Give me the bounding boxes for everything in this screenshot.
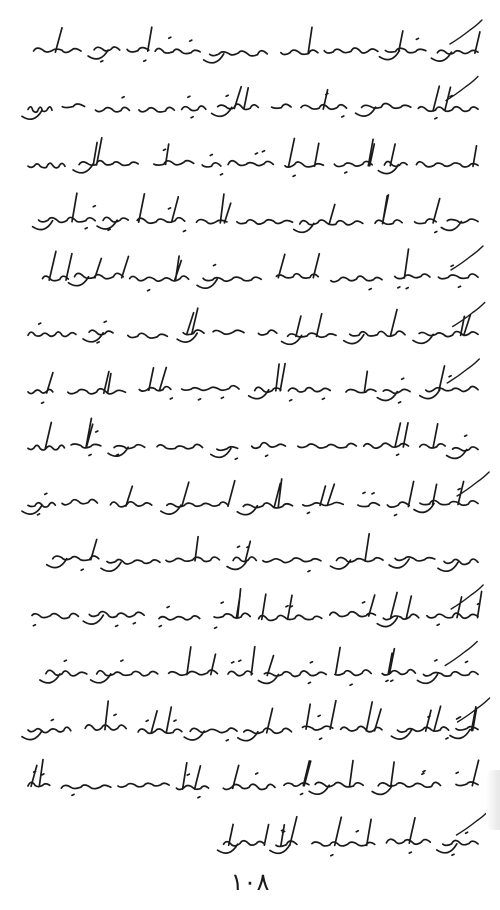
- ink-stroke: [34, 27, 480, 63]
- marginal-stroke: [457, 472, 489, 496]
- marginal-stroke: [445, 642, 477, 666]
- ink-stroke: [28, 418, 478, 459]
- marginal-stroke: [451, 585, 483, 609]
- manuscript-line: [22, 77, 478, 120]
- manuscript-line: [28, 303, 485, 345]
- manuscript-line: [28, 138, 478, 177]
- manuscript-line: [43, 246, 483, 291]
- manuscript-line: [22, 698, 490, 741]
- manuscript-line: [32, 585, 483, 628]
- page-number: ۱۰۸: [230, 868, 270, 896]
- ink-stroke: [28, 308, 478, 344]
- manuscript-line: [47, 534, 478, 572]
- manuscript-line: [33, 193, 478, 232]
- ink-stroke: [22, 86, 478, 119]
- manuscript-line: [28, 359, 479, 403]
- ink-stroke: [218, 817, 478, 856]
- ink-stroke: [22, 701, 478, 741]
- manuscript-line: [28, 418, 478, 459]
- ink-stroke: [28, 364, 478, 404]
- ink-stroke: [28, 138, 478, 177]
- margin-stain: [486, 770, 500, 830]
- ink-stroke: [47, 534, 478, 572]
- manuscript-line: [22, 472, 489, 516]
- ink-stroke: [32, 589, 482, 629]
- ink-stroke: [43, 249, 479, 291]
- ink-stroke: [28, 760, 479, 798]
- ink-stroke: [33, 193, 478, 232]
- marginal-stroke: [453, 303, 485, 327]
- manuscript-line: [34, 20, 482, 63]
- manuscript-line: [28, 760, 479, 798]
- ink-stroke: [40, 647, 478, 686]
- marginal-stroke: [457, 811, 489, 835]
- marginal-stroke: [451, 246, 483, 270]
- marginal-stroke: [447, 359, 479, 383]
- manuscript-line: [40, 642, 478, 686]
- ink-stroke: [22, 479, 478, 516]
- manuscript-line: [218, 811, 489, 856]
